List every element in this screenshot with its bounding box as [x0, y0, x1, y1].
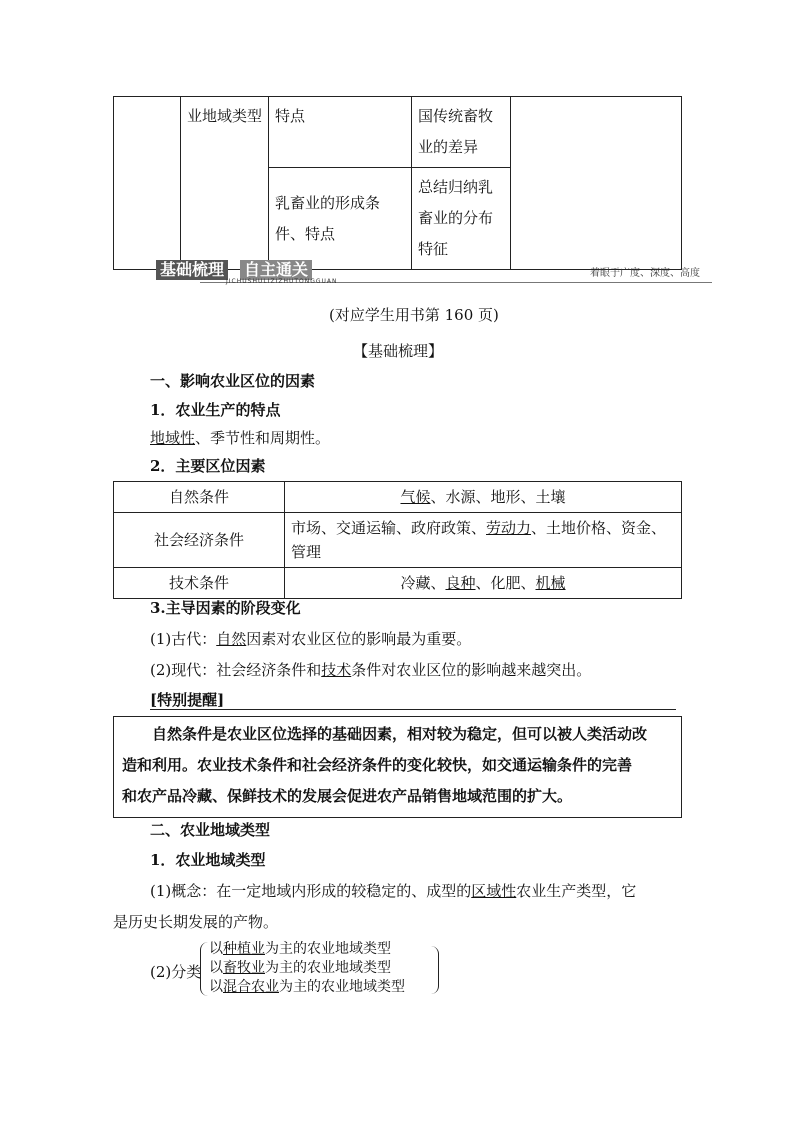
- table-cell-dairy-distribution: 总结归纳乳畜业的分布特征: [412, 168, 511, 270]
- table-cell-empty: [511, 97, 682, 270]
- table-cell-type: 业地域类型: [181, 97, 269, 270]
- tip-box: [113, 716, 682, 818]
- table-cell-difference: 国传统畜牧业的差异: [412, 97, 511, 168]
- banner-slogan: 着眼于广度、深度、高度: [590, 268, 700, 279]
- subheading-1: 1．农业生产的特点: [150, 401, 281, 419]
- subheading-2: 2．主要区位因素: [150, 457, 266, 475]
- section-title: 【基础梳理】: [353, 342, 444, 360]
- table-cell-dairy-conditions: 乳畜业的形成条件、特点: [269, 168, 412, 270]
- heading-2: 二、农业地域类型: [150, 821, 271, 839]
- table-row: 技术条件 冷藏、良种、化肥、机械: [114, 568, 682, 599]
- table-row: 社会经济条件 市场、交通运输、政府政策、劳动力、土地价格、资金、 管理: [114, 513, 682, 568]
- paragraph-ancient: (1)古代：自然因素对农业区位的影响最为重要。: [150, 630, 472, 648]
- tip-line-3: 和农产品冷藏、保鲜技术的发展会促进农产品销售地域范围的扩大。: [122, 787, 573, 805]
- page-reference: (对应学生用书第 160 页): [329, 306, 499, 324]
- banner-left-label: 基础梳理: [156, 260, 228, 280]
- classification-label: (2)分类: [150, 963, 202, 981]
- paragraph-concept: (1)概念：在一定地域内形成的较稳定的、成型的区域性农业生产类型，它: [150, 882, 637, 900]
- tip-line-2: 造和利用。农业技术条件和社会经济条件的变化较快，如交通运输条件的完善: [122, 756, 633, 774]
- underlined-term: 地域性: [150, 429, 196, 447]
- tip-rule: [150, 709, 676, 710]
- paragraph-modern: (2)现代：社会经济条件和技术条件对农业区位的影响越来越突出。: [150, 661, 592, 679]
- classification-item: 以畜牧业为主的农业地域类型: [209, 960, 391, 976]
- subheading-4: 1．农业地域类型: [150, 851, 266, 869]
- paragraph-features: 地域性、季节性和周期性。: [150, 429, 331, 447]
- factors-table: [113, 481, 682, 599]
- classification-item: 以种植业为主的农业地域类型: [209, 941, 391, 957]
- table-row: 自然条件 气候、水源、地形、土壤: [114, 482, 682, 513]
- heading-1: 一、影响农业区位的因素: [150, 372, 316, 390]
- paragraph-concept-cont: 是历史长期发展的产物。: [113, 913, 279, 931]
- table-cell-empty: [114, 97, 181, 270]
- tip-label: [特别提醒]: [150, 691, 225, 709]
- banner-right-label: 自主通关: [240, 260, 312, 280]
- section-banner: [156, 260, 712, 290]
- right-brace: [430, 946, 439, 994]
- tip-line-1: 自然条件是农业区位选择的基础因素，相对较为稳定，但可以被人类活动改: [152, 725, 648, 743]
- objectives-table: [113, 96, 682, 270]
- table-cell-feature: 特点: [269, 97, 412, 168]
- subheading-3: 3.主导因素的阶段变化: [150, 599, 301, 617]
- banner-pinyin: JICHUSHULIZIZHUTONGGUAN: [226, 278, 338, 285]
- classification-item: 以混合农业为主的农业地域类型: [209, 979, 405, 995]
